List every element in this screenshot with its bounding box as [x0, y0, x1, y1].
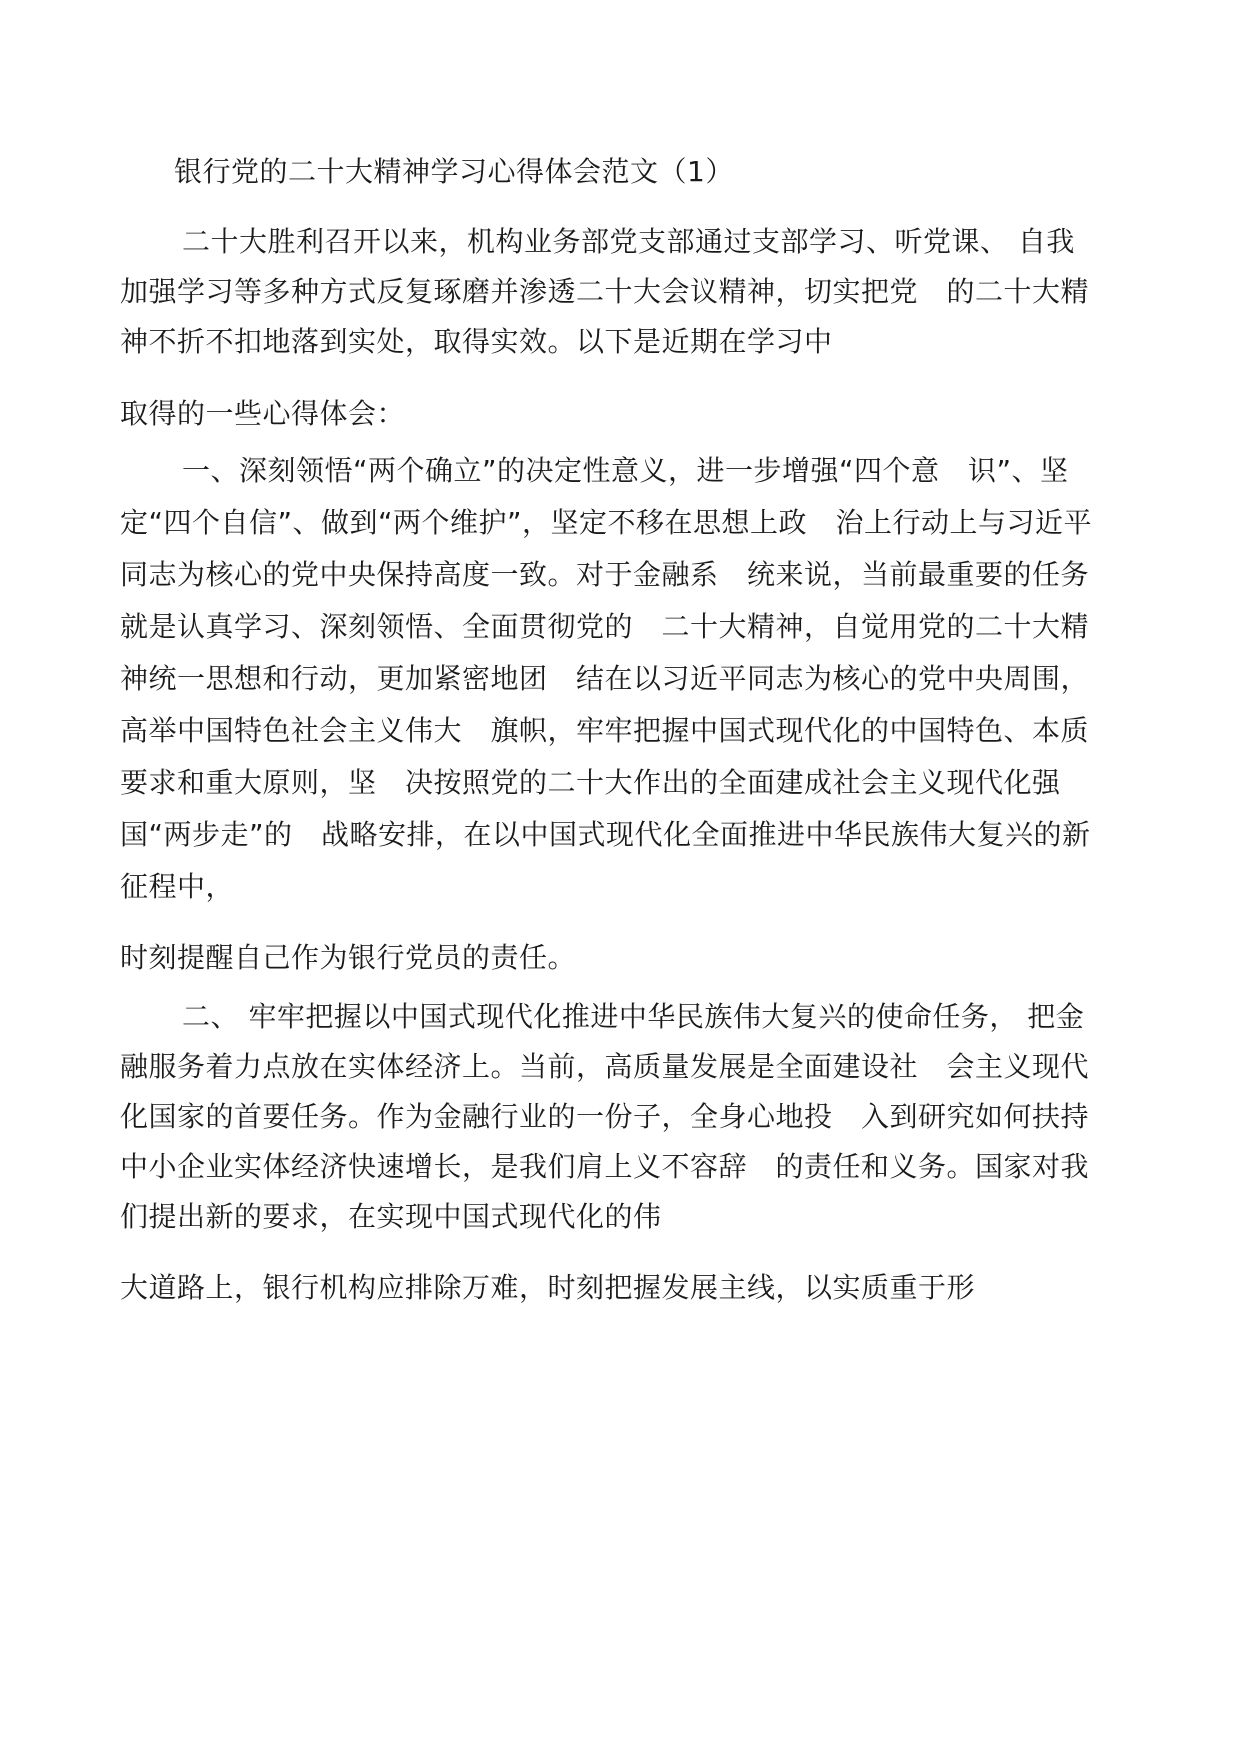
section1-line-2: 定“四个自信”、做到“两个维护”，坚定不移在思想上政 治上行动上与习近平: [120, 506, 1093, 539]
section1-line-7: 要求和重大原则，坚 决按照党的二十大作出的全面建成社会主义现代化强: [120, 766, 1061, 799]
section1-tail: 时刻提醒自己作为银行党员的责任。: [120, 941, 577, 974]
intro-line-1: 二十大胜利召开以来，机构业务部党支部通过支部学习、听党课、 自我: [182, 225, 1075, 258]
section1-line-6: 高举中国特色社会主义伟大 旗帜，牢牢把握中国式现代化的中国特色、本质: [120, 714, 1090, 747]
section1-line-8: 国“两步走”的 战略安排，在以中国式现代化全面推进中华民族伟大复兴的新: [120, 818, 1091, 851]
section2-line-3: 化国家的首要任务。作为金融行业的一份子，全身心地投 入到研究如何扶持: [120, 1100, 1090, 1133]
intro-line-3: 神不折不扣地落到实处，取得实效。以下是近期在学习中: [120, 325, 833, 358]
document-title: 银行党的二十大精神学习心得体会范文（1）: [174, 155, 734, 188]
section1-line-4: 就是认真学习、深刻领悟、全面贯彻党的 二十大精神，自觉用党的二十大精: [120, 610, 1090, 643]
section1-line-5: 神统一思想和行动，更加紧密地团 结在以习近平同志为核心的党中央周围，: [120, 662, 1090, 695]
section2-line-5: 们提出新的要求，在实现中国式现代化的伟: [120, 1200, 662, 1233]
section1-line-3: 同志为核心的党中央保持高度一致。对于金融系 统来说，当前最重要的任务: [120, 558, 1090, 591]
section2-line-2: 融服务着力点放在实体经济上。当前，高质量发展是全面建设社 会主义现代: [120, 1050, 1090, 1083]
section1-line-9: 征程中，: [120, 870, 235, 903]
section2-tail: 大道路上，银行机构应排除万难，时刻把握发展主线，以实质重于形: [120, 1271, 976, 1304]
intro-tail: 取得的一些心得体会：: [120, 397, 406, 430]
section2-line-4: 中小企业实体经济快速增长，是我们肩上义不容辞 的责任和义务。国家对我: [120, 1150, 1090, 1183]
section2-line-1: 二、 牢牢把握以中国式现代化推进中华民族伟大复兴的使命任务， 把金: [182, 1000, 1085, 1033]
section1-line-1: 一、深刻领悟“两个确立”的决定性意义，进一步增强“四个意 识”、坚: [182, 454, 1069, 487]
intro-line-2: 加强学习等多种方式反复琢磨并渗透二十大会议精神，切实把党 的二十大精: [120, 275, 1090, 308]
